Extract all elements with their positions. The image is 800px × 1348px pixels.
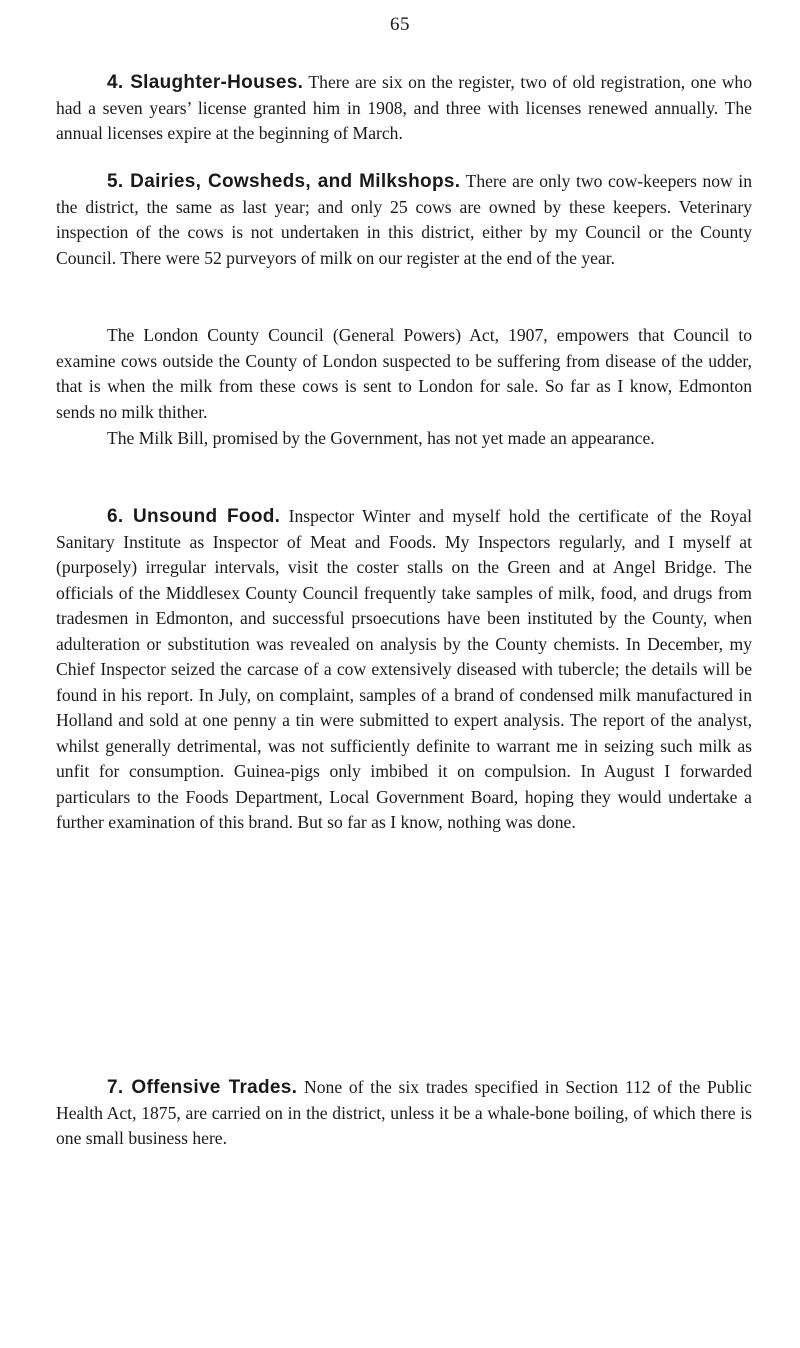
paragraph-text: Inspector Winter and myself hold the certificate of the Royal Sanitary Institute as Inspector of Meat and Foods. My Inspectors regularly, and I myself at (purposely) irregular intervals, visit the coster stalls on the Green and at Angel Bridge. The officials of the Middlesex County Council frequently take samples of milk, food, and drugs from tradesmen in Edmonton, and successful prsoecutions have been instituted by the County, when adulteration or substitution was revealed on analysis by the County chemists. In December, my Chief Inspector seized the carcase of a cow extensively diseased with tubercle; the details will be found in his report. In July, on complaint, samples of a brand of condensed milk manufactured in Holland and sold at one penny a tin were submitted to expert analysis. The report of the analyst, whilst generally detrimental, was not sufficiently definite to warrant me in seizing such milk as unfit for consumption. Guinea-pigs only imbibed it on compulsion. In August I forwarded particulars to the Foods Department, Local Government Board, hoping they would undertake a further examination of this brand. But so far as I know, nothing was done. <box>56 506 752 832</box>
section-dairies <box>56 169 752 271</box>
paragraph-london-county-council <box>56 323 752 425</box>
paragraph-text: There are six on the register, two of old registration, one who had a seven years’ license granted him in 1908, and three with licenses renewed annually. The annual licenses expire at the beginning of March. <box>56 72 752 143</box>
paragraph-milk-bill <box>56 426 752 452</box>
paragraph <box>56 70 752 147</box>
paragraph-text: The Milk Bill, promised by the Government, has not yet made an appearance. <box>107 428 655 448</box>
section-slaughter-houses <box>56 70 752 147</box>
page-number: 65 <box>390 14 410 35</box>
paragraph <box>56 169 752 271</box>
paragraph-text: None of the six trades specified in Section 112 of the Public Health Act, 1875, are carried on in the district, unless it be a whale-bone boiling, of which there is one small business here. <box>56 1077 752 1148</box>
paragraph-text: The London County Council (General Powers) Act, 1907, empowers that Council to examine cows outside the County of London suspected to be suffering from disease of the udder, that is when the milk from these cows is sent to London for sale. So far as I know, Edmonton sends no milk thither. <box>56 325 752 422</box>
paragraph <box>56 504 752 836</box>
section-heading: 6. Unsound Food. <box>107 506 281 527</box>
section-offensive-trades <box>56 1075 752 1152</box>
section-heading: 4. Slaughter-Houses. <box>107 72 304 93</box>
section-heading: 7. Offensive Trades. <box>107 1077 298 1098</box>
paragraph <box>56 1075 752 1152</box>
section-heading: 5. Dairies, Cowsheds, and Milkshops. <box>107 171 461 192</box>
paragraph-text: There are only two cow-keepers now in the district, the same as last year; and only 25 cows are owned by these keepers. Veterinary inspection of the cows is not undertaken in this district, either by my Council or the County Council. There were 52 purveyors of milk on our register at the end of the year. <box>56 171 752 268</box>
section-unsound-food <box>56 504 752 836</box>
